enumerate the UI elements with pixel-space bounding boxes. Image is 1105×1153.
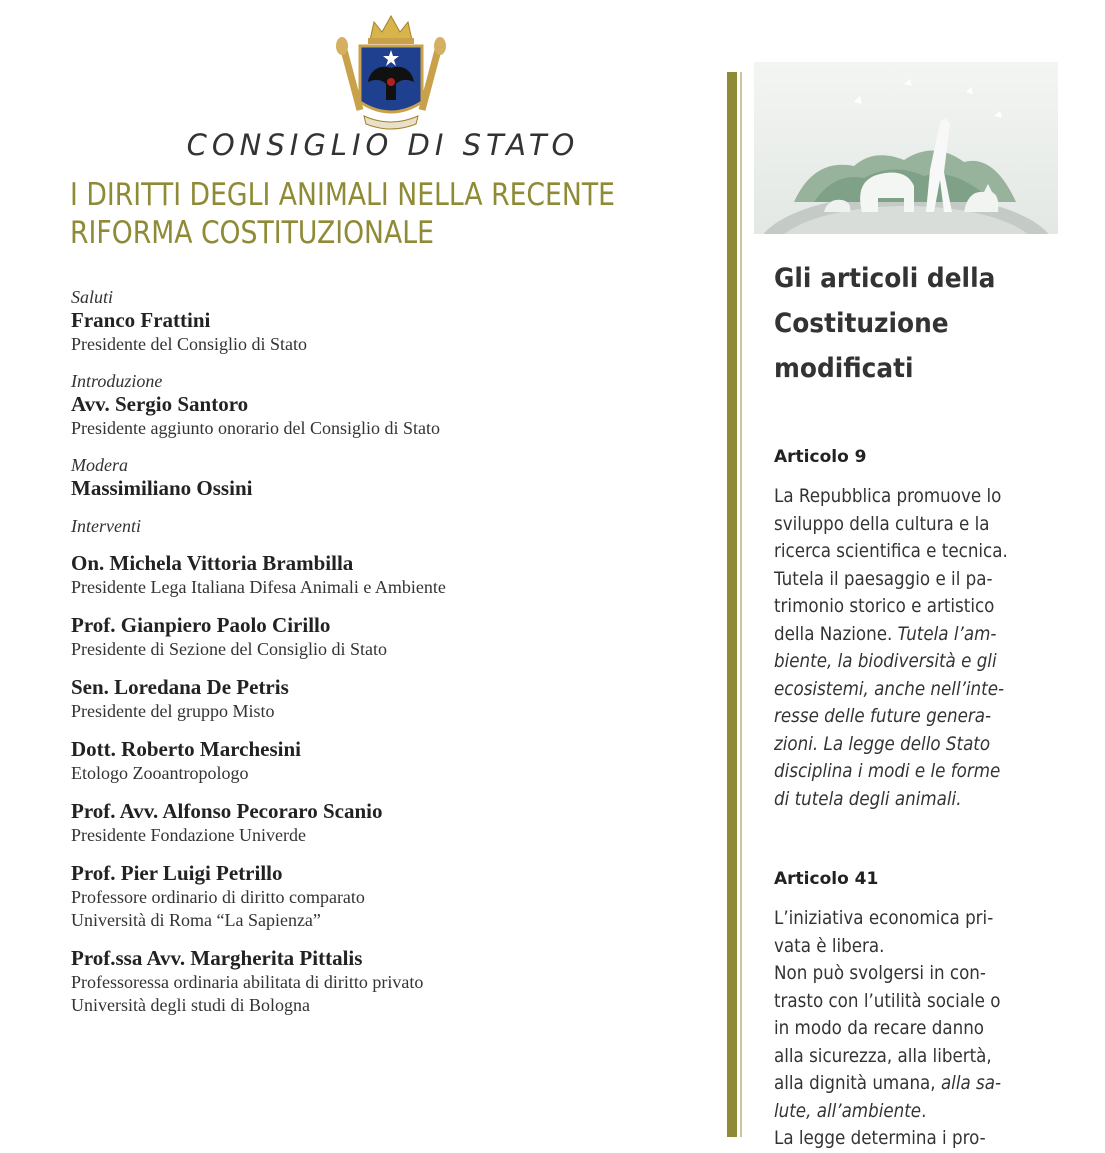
speaker-entry [71,946,701,1017]
event-title [70,176,620,252]
speaker-role: Presidente del gruppo Misto [71,701,275,721]
event-title-line1: I DIRITTI DEGLI ANIMALI NELLA RECENTE [70,177,615,213]
divider-line [740,72,742,1137]
speaker-role: Presidente aggiunto onorario del Consiglio di Stato [71,418,440,438]
speaker-name: Avv. Sergio Santoro [71,392,249,416]
speaker-name: Prof. Avv. Alfonso Pecoraro Scanio [71,799,383,823]
speaker-name: Prof. Pier Luigi Petrillo [71,861,283,885]
speaker-role: Professoressa ordinaria abilitata di diritto privato [71,972,424,992]
speaker-entry [71,737,701,785]
speaker-name: Prof. Gianpiero Paolo Cirillo [71,613,331,637]
divider-bar [727,72,737,1137]
speaker-entry [71,799,701,847]
speaker-role: Presidente Lega Italiana Difesa Animali e Ambiente [71,577,446,597]
article-9-heading: Articolo 9 [774,447,867,467]
program [71,286,701,1031]
speaker-role: Presidente Fondazione Univerde [71,825,306,845]
animals-on-globe-illustration [754,62,1058,234]
sidebar-title: Gli articoli della Costituzione modificati [774,263,996,384]
speaker-role: Professore ordinario di diritto comparato [71,887,365,907]
introduzione-block [71,370,701,440]
coat-of-arms-icon [330,10,452,134]
moderator-name: Massimiliano Ossini [71,476,253,500]
section-label: Saluti [71,287,114,307]
speaker-entry [71,861,701,932]
event-title-line2: RIFORMA COSTITUZIONALE [70,215,434,251]
modera-block [71,454,701,501]
article-41-heading: Articolo 41 [774,869,879,889]
speaker-name: On. Michela Vittoria Brambilla [71,551,354,575]
sidebar [774,256,1074,1153]
section-label: Introduzione [71,371,163,391]
speaker-name: Franco Frattini [71,308,211,332]
speaker-name: Sen. Loredana De Petris [71,675,289,699]
section-label: Modera [71,455,128,475]
speaker-name: Dott. Roberto Marchesini [71,737,301,761]
speaker-entry [71,675,701,723]
speaker-role: Presidente del Consiglio di Stato [71,334,307,354]
speaker-entry [71,551,701,599]
speaker-affiliation: Università di Roma “La Sapienza” [71,910,321,930]
organization-name: CONSIGLIO DI STATO [186,128,580,162]
speaker-affiliation: Università degli studi di Bologna [71,995,310,1015]
speaker-role: Etologo Zooantropologo [71,763,249,783]
saluti-block [71,286,701,356]
article-9-text: La Repubblica promuove lo sviluppo della cultura e la ricerca scientifica e tecnica. Tutela il paesaggio e il pa- trimonio storico e artistico della Nazione. Tutela l’am- biente, la biodiversità e gli ecosistemi, anche nell’inte- resse delle future genera- zioni. La legge dello Stato disciplina i modi e le forme di tutela degli animali. [774,485,1008,810]
speaker-name: Prof.ssa Avv. Margherita Pittalis [71,946,363,970]
speaker-entry [71,613,701,661]
speaker-role: Presidente di Sezione del Consiglio di Stato [71,639,387,659]
interventi-label: Interventi [71,516,141,536]
article-41-text: L’iniziativa economica pri- vata è libera. Non può svolgersi in con- trasto con l’utilità sociale o in modo da recare danno alla sicurezza, alla libertà, alla dignità umana, alla sa- lute, all’ambiente. La legge determina i pro- [774,907,1002,1149]
